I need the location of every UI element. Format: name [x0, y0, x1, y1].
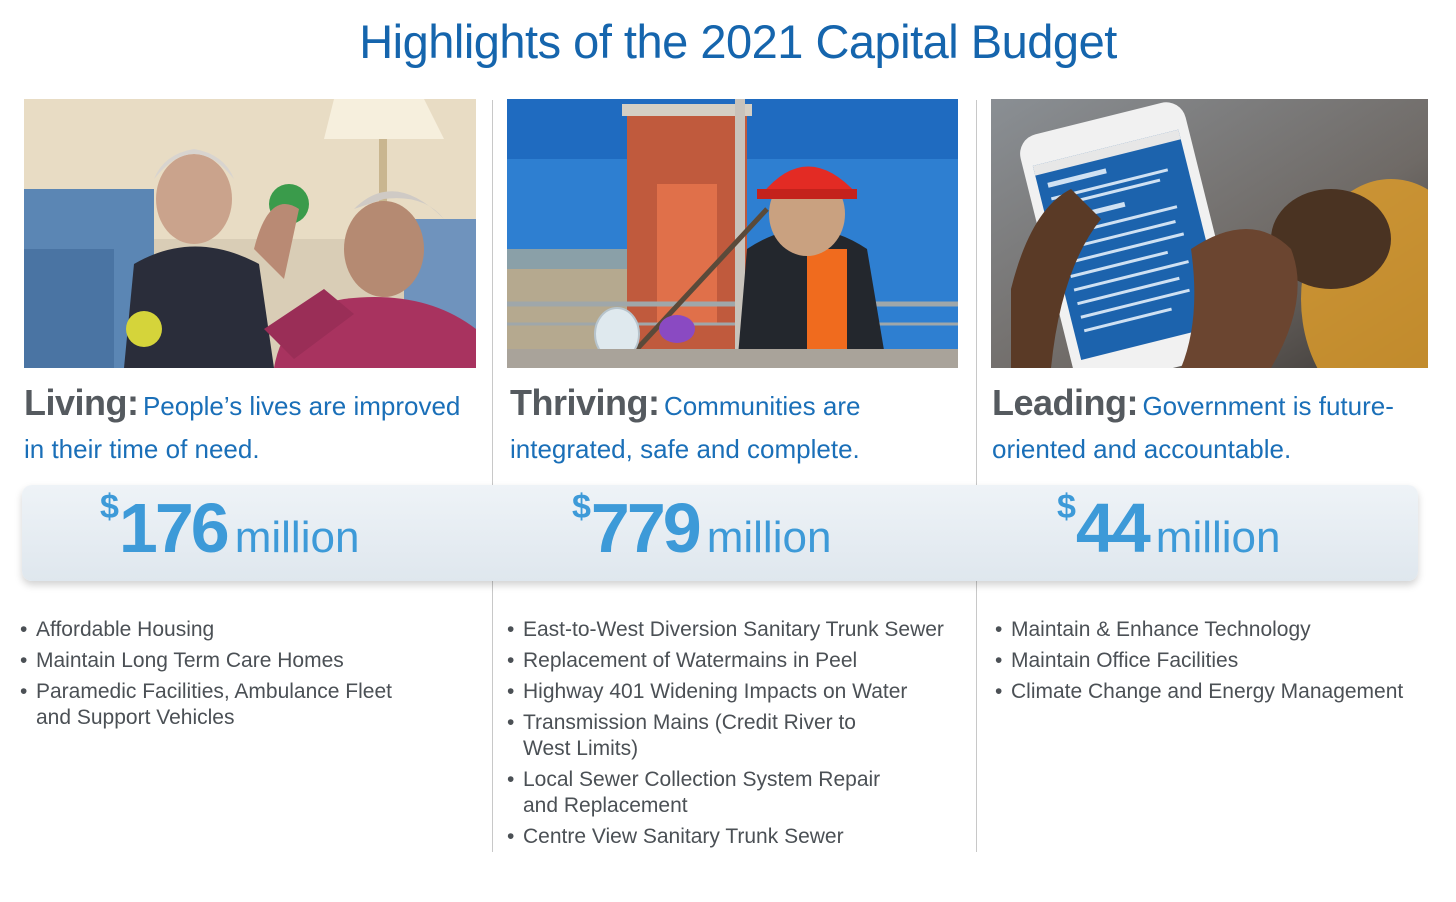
list-item: • Affordable Housing	[20, 617, 430, 643]
list-item: • Transmission Mains (Credit River to West Limits)	[507, 710, 893, 762]
amount-living	[100, 488, 359, 578]
items-list-living	[20, 617, 430, 736]
theme-thriving	[510, 384, 950, 473]
water-worker-photo	[507, 99, 958, 368]
amount-unit: million	[1155, 513, 1281, 562]
theme-lead: Leading:	[992, 382, 1138, 423]
list-item: • East-to-West Diversion Sanitary Trunk Sewer	[507, 617, 957, 643]
list-item: • Climate Change and Energy Management	[995, 679, 1435, 705]
theme-living	[24, 384, 484, 473]
list-item: • Local Sewer Collection System Repair and Replacement	[507, 767, 913, 819]
items-list-leading	[995, 617, 1435, 710]
amount-unit: million	[234, 513, 360, 562]
theme-lead: Living:	[24, 382, 139, 423]
currency-symbol: $	[100, 488, 119, 526]
theme-description: Communities are integrated, safe and complete.	[510, 391, 861, 464]
column-divider	[976, 100, 977, 852]
smartphone-website-photo	[991, 99, 1428, 368]
list-item: • Maintain Long Term Care Homes	[20, 648, 430, 674]
seniors-activity-photo	[24, 99, 476, 368]
theme-description: People’s lives are improved in their time of need.	[24, 391, 461, 464]
amount-value: 779	[590, 489, 699, 567]
amount-thriving	[572, 488, 831, 578]
currency-symbol: $	[1057, 488, 1076, 526]
list-item: • Centre View Sanitary Trunk Sewer	[507, 824, 957, 850]
column-divider	[492, 100, 493, 852]
list-item: • Highway 401 Widening Impacts on Water	[507, 679, 957, 705]
theme-leading	[992, 384, 1432, 473]
list-item: • Maintain Office Facilities	[995, 648, 1435, 674]
currency-symbol: $	[572, 488, 591, 526]
list-item: • Replacement of Watermains in Peel	[507, 648, 957, 674]
amount-leading	[1057, 488, 1281, 578]
amount-value: 176	[118, 489, 227, 567]
list-item: • Maintain & Enhance Technology	[995, 617, 1435, 643]
amount-value: 44	[1075, 489, 1148, 567]
page-title: Highlights of the 2021 Capital Budget	[359, 15, 1117, 68]
theme-lead: Thriving:	[510, 382, 660, 423]
theme-description: Government is future-oriented and accountable.	[992, 391, 1394, 464]
items-list-thriving	[507, 617, 957, 855]
list-item: • Paramedic Facilities, Ambulance Fleet and Support Vehicles	[20, 679, 430, 731]
amount-unit: million	[706, 513, 832, 562]
